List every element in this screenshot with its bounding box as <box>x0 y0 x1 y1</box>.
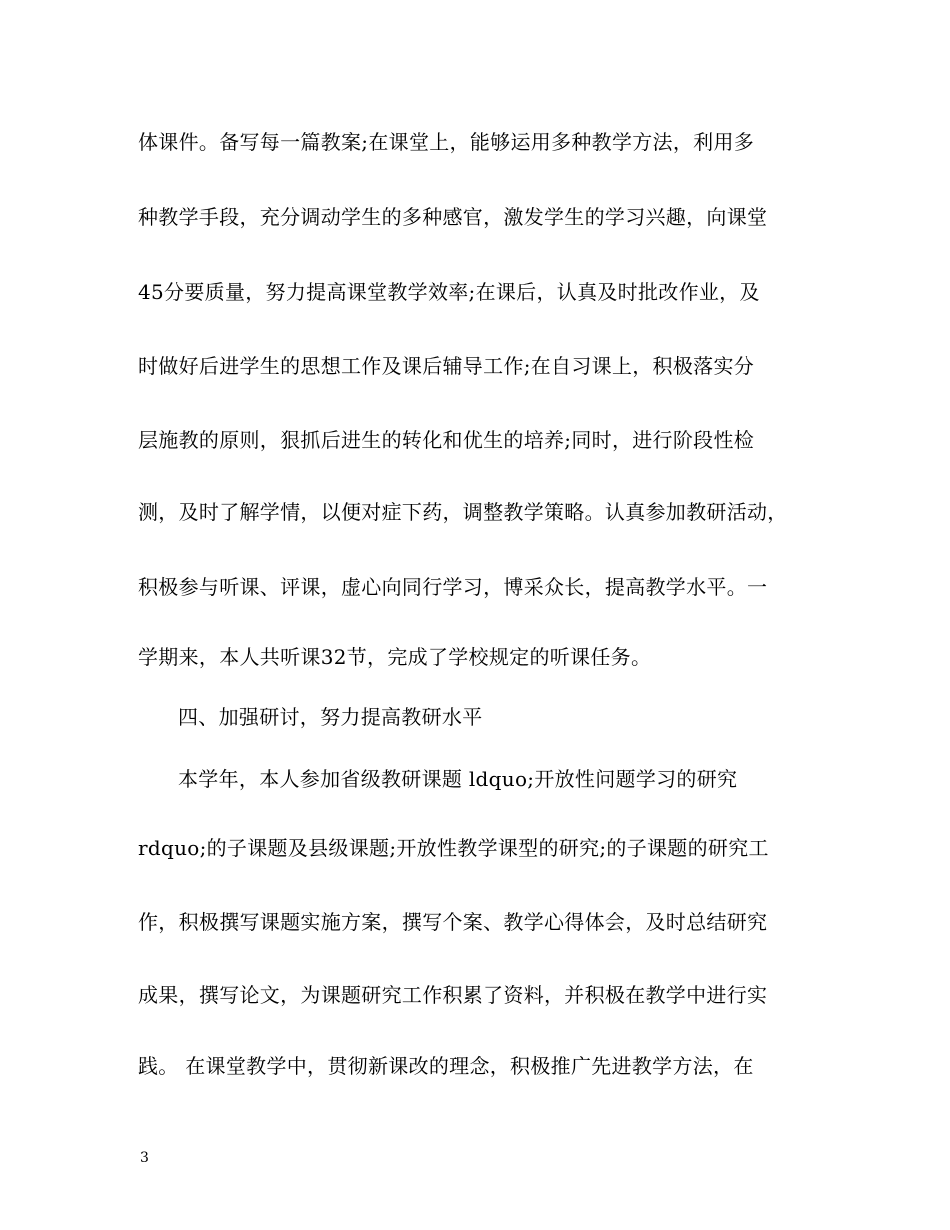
body-text-line: 层施教的原则，狠抓后进生的转化和优生的培养;同时，进行阶段性检 <box>138 428 755 452</box>
body-text-line: rdquo;的子课题及县级课题;开放性教学课型的研究;的子课题的研究工 <box>138 836 769 860</box>
body-text-line: 时做好后进学生的思想工作及课后辅导工作;在自习课上，积极落实分 <box>138 354 755 378</box>
body-text-line: 45分要质量，努力提高课堂教学效率;在课后，认真及时批改作业，及 <box>138 280 760 304</box>
body-text-line: 成果，撰写论文，为课题研究工作积累了资料，并积极在教学中进行实 <box>138 983 768 1007</box>
body-text-line: 体课件。备写每一篇教案;在课堂上，能够运用多种教学方法，利用多 <box>138 130 755 154</box>
body-text-line: 测，及时了解学情，以便对症下药，调整教学策略。认真参加教研活动， <box>138 500 788 524</box>
body-text-line: 作，积极撰写课题实施方案，撰写个案、教学心得体会，及时总结研究 <box>138 910 768 934</box>
page-number: 3 <box>140 1150 149 1166</box>
body-text-line: 积极参与听课、评课，虚心向同行学习，博采众长，提高教学水平。一 <box>138 575 768 599</box>
body-text-line: 学期来，本人共听课32节，完成了学校规定的听课任务。 <box>138 645 652 669</box>
section-heading: 四、加强研讨，努力提高教研水平 <box>178 705 483 729</box>
body-text-line: 本学年，本人参加省级教研课题 ldquo;开放性问题学习的研究 <box>178 767 738 791</box>
body-text-line: 种教学手段，充分调动学生的多种感官，激发学生的学习兴趣，向课堂 <box>138 205 768 229</box>
body-text-line: 践。 在课堂教学中，贯彻新课改的理念，积极推广先进教学方法，在 <box>138 1054 754 1078</box>
